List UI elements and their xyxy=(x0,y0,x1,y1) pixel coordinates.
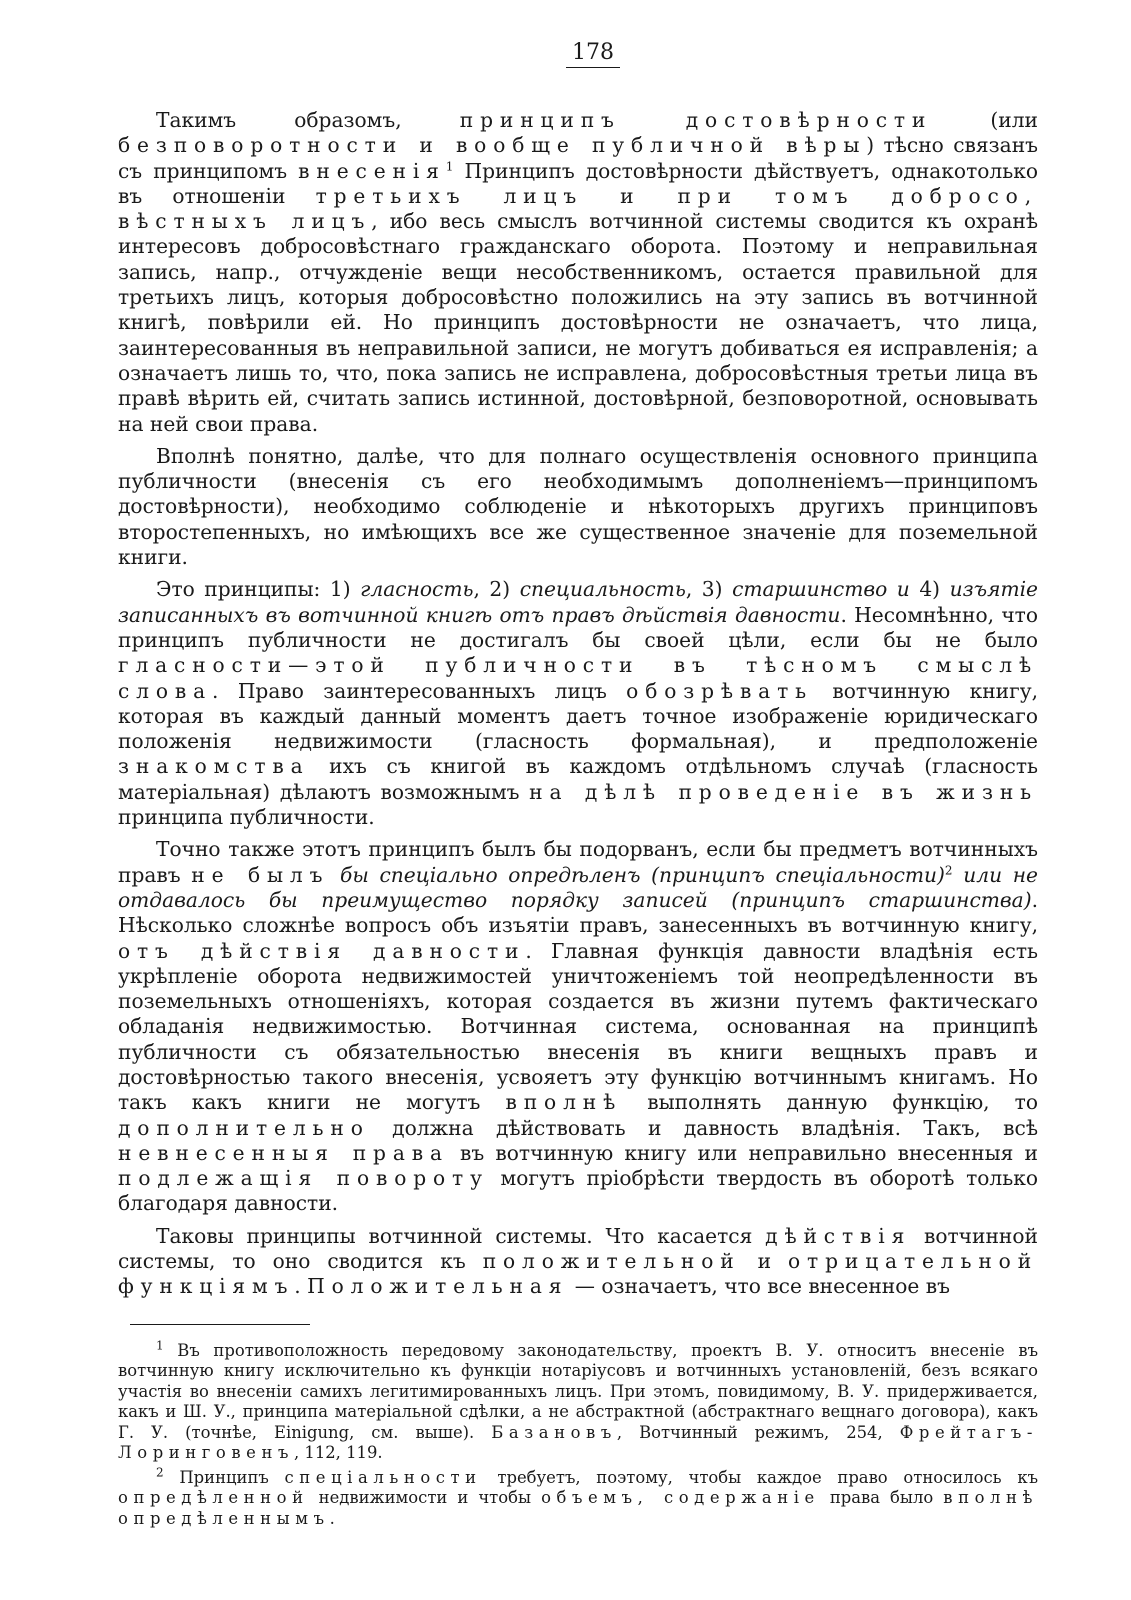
italic-emphasis: или не отдавалось бы преимущество порядку записей (принципъ старшинства) xyxy=(118,862,1039,912)
spaced-emphasis: Базановъ xyxy=(491,1422,617,1442)
paragraph xyxy=(118,108,1038,437)
footnote-marker: 2 xyxy=(156,1465,164,1480)
footnote xyxy=(118,1465,1038,1530)
spaced-emphasis: знакомства xyxy=(118,754,310,779)
spaced-emphasis: не былъ xyxy=(191,862,330,887)
paragraph xyxy=(118,1224,1038,1300)
text-run: , 2) xyxy=(473,577,520,602)
spaced-emphasis: дѣйствія xyxy=(765,1223,912,1248)
text-run: , 3) xyxy=(685,577,733,602)
spaced-emphasis: объемъ, содержаніе xyxy=(541,1488,820,1508)
spaced-emphasis: дополнительно xyxy=(118,1115,370,1140)
text-run: . Право заинтересованныхъ лицъ xyxy=(212,678,627,703)
text-run: Такимъ образомъ, xyxy=(156,108,460,132)
footnotes xyxy=(118,1338,1039,1530)
italic-emphasis: старшинство и xyxy=(732,577,910,602)
text-run: вотчинную книгу, которая въ каждый данный моментъ даетъ точное изображеніе юридическаго положенія недвижимости (гласность формальная), и предположеніе xyxy=(118,678,1038,754)
text-run: . xyxy=(329,1508,335,1528)
footnote-marker: 1 xyxy=(445,158,454,173)
text-run: Это принципы: 1) xyxy=(156,577,361,602)
text-run: ихъ съ книгой въ каждомъ отдѣльномъ случаѣ (гласность матеріальная) дѣлаютъ возможнымъ xyxy=(118,754,1038,804)
spaced-emphasis: обозрѣвать xyxy=(626,678,813,703)
text-run: (или xyxy=(932,108,1038,132)
footnote-marker: 1 xyxy=(156,1338,164,1353)
text-run: Таковы принципы вотчинной системы. Что касается xyxy=(156,1223,766,1248)
spaced-emphasis: спеціальности xyxy=(284,1467,482,1487)
italic-emphasis: специальность xyxy=(519,577,686,602)
italic-emphasis: гласность xyxy=(360,577,474,602)
text-run: . xyxy=(294,1274,308,1299)
text-run: и xyxy=(740,1249,789,1274)
spaced-emphasis: отрицательной функціямъ xyxy=(118,1249,1039,1299)
spaced-emphasis: гласности—этой публичности въ тѣсномъ смыслѣ слова xyxy=(118,653,1038,703)
text-run: ) тѣсно связанъ съ принципомъ xyxy=(118,133,1038,183)
text-run: права было xyxy=(819,1488,944,1508)
text-run: . Главная функція давности владѣнія есть укрѣпленіе оборота недвижимостей уничтоженіемъ той неопредѣленности въ поземельныхъ отношеніяхъ, которая создается въ жизни путемъ фактическаго обладанія недвижимостью. Вотчинная система, основанная на принципѣ публичности съ обязательностью внесенія въ книги вещныхъ правъ и достовѣрностью такого внесенія, усвояетъ эту функцію вотчиннымъ книгамъ. Но такъ какъ книги не могутъ xyxy=(118,938,1038,1115)
spaced-emphasis: принципъ достовѣрности xyxy=(459,108,933,132)
spaced-emphasis: третьихъ лицъ и при томъ добросо, вѣстныхъ лицъ xyxy=(118,183,1038,234)
text-run: могутъ пріобрѣсти твердость въ оборотѣ только благодаря давности. xyxy=(118,1166,1038,1216)
page-number: 178 xyxy=(148,40,1038,68)
spaced-emphasis: внесенія xyxy=(298,158,446,183)
text-run: — означаетъ, что все внесенное въ xyxy=(568,1274,950,1299)
spaced-emphasis: Положительная xyxy=(307,1274,569,1299)
main-text xyxy=(118,108,1038,1300)
text-run: Принципъ достовѣрности дѣйствуетъ, однакотолько въ отношеніи xyxy=(118,158,1038,208)
text-run: принципа публичности. xyxy=(118,805,375,830)
text-run: выполнять данную функцію, то xyxy=(622,1090,1039,1115)
paragraph xyxy=(118,837,1038,1216)
text-run: . Несомнѣнно, что принципъ публичности не достигалъ бы своей цѣли, если бы не было xyxy=(118,602,1038,652)
text-run xyxy=(329,863,340,887)
text-run: 4) xyxy=(909,577,950,602)
text-run: Принципъ xyxy=(163,1467,285,1487)
spaced-emphasis: положительной xyxy=(482,1249,741,1274)
italic-emphasis: бы спеціально опредѣленъ (принципъ спеціальности) xyxy=(340,862,945,887)
spaced-emphasis: безповоротности и вообще публичной вѣры xyxy=(118,133,867,158)
spaced-emphasis: подлежащія повороту xyxy=(118,1166,489,1191)
italic-emphasis: изъятіе записанныхъ въ вотчинной книгѣ отъ правъ дѣйствія давности xyxy=(118,577,1038,627)
book-page xyxy=(118,40,1038,1533)
spaced-emphasis: на дѣлѣ проведеніе въ жизнь xyxy=(529,779,1039,804)
spaced-emphasis: невнесенныя права xyxy=(118,1140,449,1165)
text-run: , 112, 119. xyxy=(293,1443,383,1463)
spaced-emphasis: опредѣленной xyxy=(118,1488,309,1508)
text-run: должна дѣйствовать и давность владѣнія. Такъ, всѣ xyxy=(369,1115,1038,1140)
spaced-emphasis: вполнѣ xyxy=(505,1090,623,1115)
paragraph xyxy=(118,577,1038,830)
text-run: Вполнѣ понятно, далѣе, что для полнаго осуществленія основного принципа публичности (внесенія съ его необходимымъ дополненіемъ—принципомъ достовѣрности), необходимо соблюденіе и нѣкоторыхъ другихъ принциповъ второстепенныхъ, но имѣющихъ все же существенное значеніе для поземельной книги. xyxy=(118,443,1038,570)
spaced-emphasis: вполнѣ опредѣленнымъ xyxy=(118,1488,1038,1528)
footnote-divider xyxy=(130,1324,310,1325)
text-run: Въ противоположность передовому законодательству, проектъ В. У. относитъ внесеніе въ вотчинную книгу исключительно къ функціи нотаріусовъ и вотчинныхъ установленій, безъ всякаго участія во внесеніи самихъ легитимированныхъ лицъ. При этомъ, повидимому, В. У. придерживается, какъ и Ш. У., принципа матеріальной сдѣлки, а не абстрактной (абстрактнаго вещнаго договора), какъ Г. У. (точнѣе, Einigung, см. выше). xyxy=(118,1340,1038,1442)
text-run: , ибо весь смыслъ вотчинной системы сводится къ охранѣ интересовъ добросовѣстнаго гражданскаго оборота. Поэтому и неправильная запись, напр., отчужденіе вещи несобственникомъ, остается правильной для третьихъ лицъ, которыя добросовѣстно положились на эту запись въ вотчинной книгѣ, повѣрили ей. Но принципъ достовѣрности не означаетъ, что лица, заинтересованныя въ неправильной записи, не могутъ добиваться ея исправленія; а означаетъ лишь то, что, пока запись не исправлена, добросовѣстныя третьи лица въ правѣ вѣрить ей, считать запись истинной, достовѣрной, безповоротной, основывать на ней свои права. xyxy=(118,209,1038,436)
spaced-emphasis: отъ дѣйствія давности xyxy=(118,938,526,963)
spaced-emphasis: Фрейтагъ-Лоринговенъ xyxy=(118,1422,1039,1463)
paragraph xyxy=(118,444,1038,570)
text-run: , Вотчинный режимъ, 254, xyxy=(616,1422,900,1442)
text-run: недвижимости и чтобы xyxy=(308,1488,542,1508)
footnote xyxy=(118,1338,1039,1464)
text-run xyxy=(953,863,964,887)
text-run: въ вотчинную книгу или неправильно внесенныя и xyxy=(448,1140,1039,1165)
text-run: требуетъ, поэтому, чтобы каждое право относилось къ xyxy=(481,1467,1038,1487)
text-run: Точно также этотъ принципъ былъ бы подорванъ, если бы предметъ вотчинныхъ правъ xyxy=(118,837,1038,887)
text-run: . Нѣсколько сложнѣе вопросъ объ изъятіи правъ, занесенныхъ въ вотчинную книгу, xyxy=(118,887,1038,938)
footnote-marker: 2 xyxy=(944,862,953,877)
text-run: вотчинной системы, то оно сводится къ xyxy=(118,1223,1038,1274)
